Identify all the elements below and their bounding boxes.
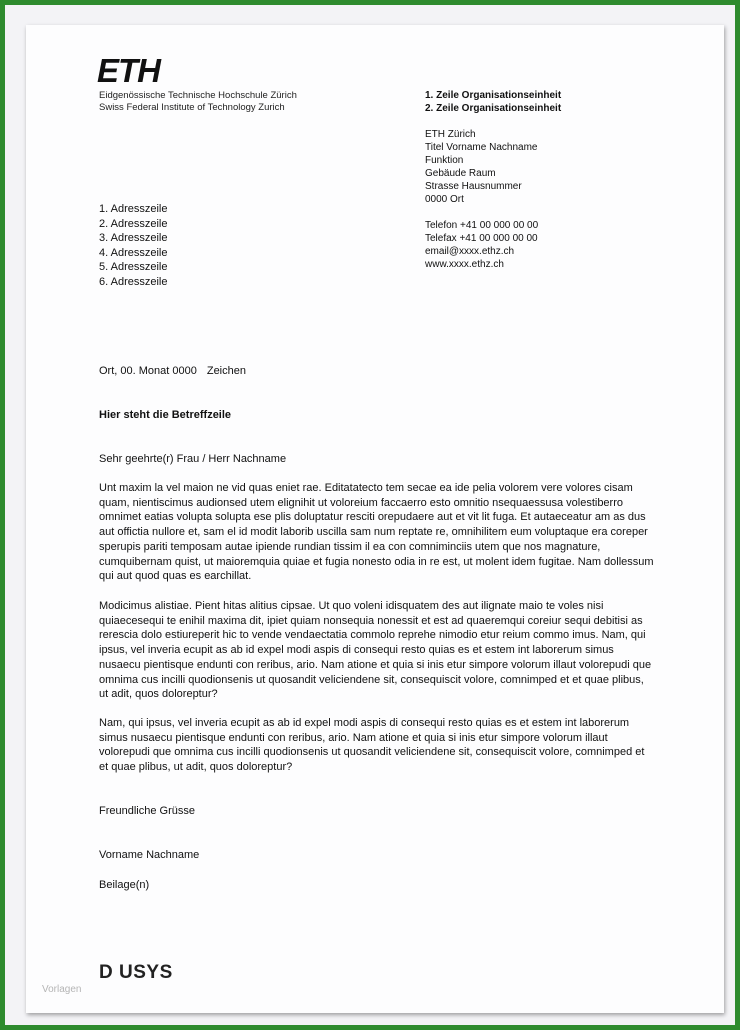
body-paragraph: Nam, qui ipsus, vel inveria ecupit as ab id expel modi aspis di consequi resto quias es et estem int laborerum simus nusaecu pientisque endunti con reribus, ario. Nam atione et quia si inis etur simpore volorum illaut volorepudi que omnima cus incilli quodionsenis ut quosandit veliciendene sit, consequiscit volore, comnimped et et quae plibus, ut adit, quos doloreptur? (99, 717, 645, 774)
date-line (99, 365, 246, 377)
enclosure-note: Beilage(n) (99, 879, 150, 891)
contact-spacer (425, 206, 538, 219)
contact-line: Titel Vorname Nachname (425, 142, 538, 153)
contact-block (425, 128, 538, 271)
closing: Freundliche Grüsse (99, 805, 195, 817)
contact-line: Funktion (425, 155, 464, 166)
body-paragraph: Unt maxim la vel maion ne vid quas eniet rae. Editatatecto tem secae ea ide pelia volorem vere volores cisam quam, nientiscimus audionsed utem elignihit ut voloreium faccaerro esto omnitio nsequaessusa volestiberro omnimet eatias volupta solupta ese plis doluptatur resciti orepudaere aut et vit lit fuga. Et autaeceatur am as dus aut offictia nullore et, sam el id modit laborib uscilla sam num reptate re, omnihilitem eum voluptaque era coreper sperupis pariti temposam autae ipiende rundian tissim il ea con comniminciis utem que nos magnature, cumquibernam quist, ut maioremquia quiae et fugia nonesto odia in re est, ut molent idem fugitae. Nam dollessum qui aut quod quas es earchillat. (99, 482, 654, 583)
address-line: 5. Adresszeile (99, 261, 168, 273)
organisation-unit (425, 90, 561, 115)
contact-line: 0000 Ort (425, 194, 464, 205)
organisation-line-2: 2. Zeile Organisationseinheit (425, 102, 562, 114)
contact-telefax: Telefax +41 00 000 00 00 (425, 233, 538, 244)
address-line: 6. Adresszeile (99, 275, 168, 288)
contact-line: Strasse Hausnummer (425, 181, 522, 192)
contact-line: ETH Zürich (425, 129, 476, 140)
contact-email: email@xxxx.ethz.ch (425, 246, 515, 257)
address-line: 2. Adresszeile (99, 217, 168, 230)
signer-name: Vorname Nachname (99, 849, 200, 861)
institution-name-de: Eidgenössische Technische Hochschule Zürich (99, 90, 297, 101)
contact-line: Gebäude Raum (425, 168, 496, 179)
institution-name-en: Swiss Federal Institute of Technology Zurich (99, 102, 285, 113)
institution-name (99, 90, 297, 114)
address-line: 3. Adresszeile (99, 232, 168, 244)
organisation-line-1: 1. Zeile Organisationseinheit (425, 90, 562, 101)
body-paragraph: Modicimus alistiae. Pient hitas alitius cipsae. Ut quo voleni idisquatem des aut ilignate maio te voles nisi quiaecesequi te enihil maxima dit, ipiet quiam nonsequia nonessit et est ad quaeremqui coreiur sequi debitisi as rerescia dolo estiureperit hic to vende vendaectatia commolo reprehe nimodio etur reium commo imus. Nam, qui ipsus, vel inveria ecupit as ab id expel modi aspis di consequi resto quias es et estem int laborerum simus nusaecu pientisque endunti con reribus, ario. Nam atione et quia si inis etur simpore volorum illaut volorepudi que omnima cus incilli quodionsenis ut quosandit veliciendene sit, consequiscit volore, comnimped et et quae plibus, ut adit, quos doloreptur? (99, 600, 652, 701)
watermark: Vorlagen (42, 984, 82, 995)
subject-line: Hier steht die Betreffzeile (99, 409, 232, 421)
address-line: 4. Adresszeile (99, 246, 168, 259)
recipient-address (99, 202, 167, 289)
salutation: Sehr geehrte(r) Frau / Herr Nachname (99, 453, 287, 465)
page-frame (5, 5, 735, 1025)
letter-page (26, 25, 724, 1013)
address-line: 1. Adresszeile (99, 203, 168, 215)
contact-telefon: Telefon +41 00 000 00 00 (425, 220, 539, 231)
dusys-logo: D USYS (99, 962, 173, 983)
contact-web: www.xxxx.ethz.ch (425, 259, 504, 270)
letter-reference: Zeichen (206, 365, 246, 377)
letter-date: Ort, 00. Monat 0000 (99, 365, 197, 377)
eth-logo: ETH (97, 52, 160, 89)
